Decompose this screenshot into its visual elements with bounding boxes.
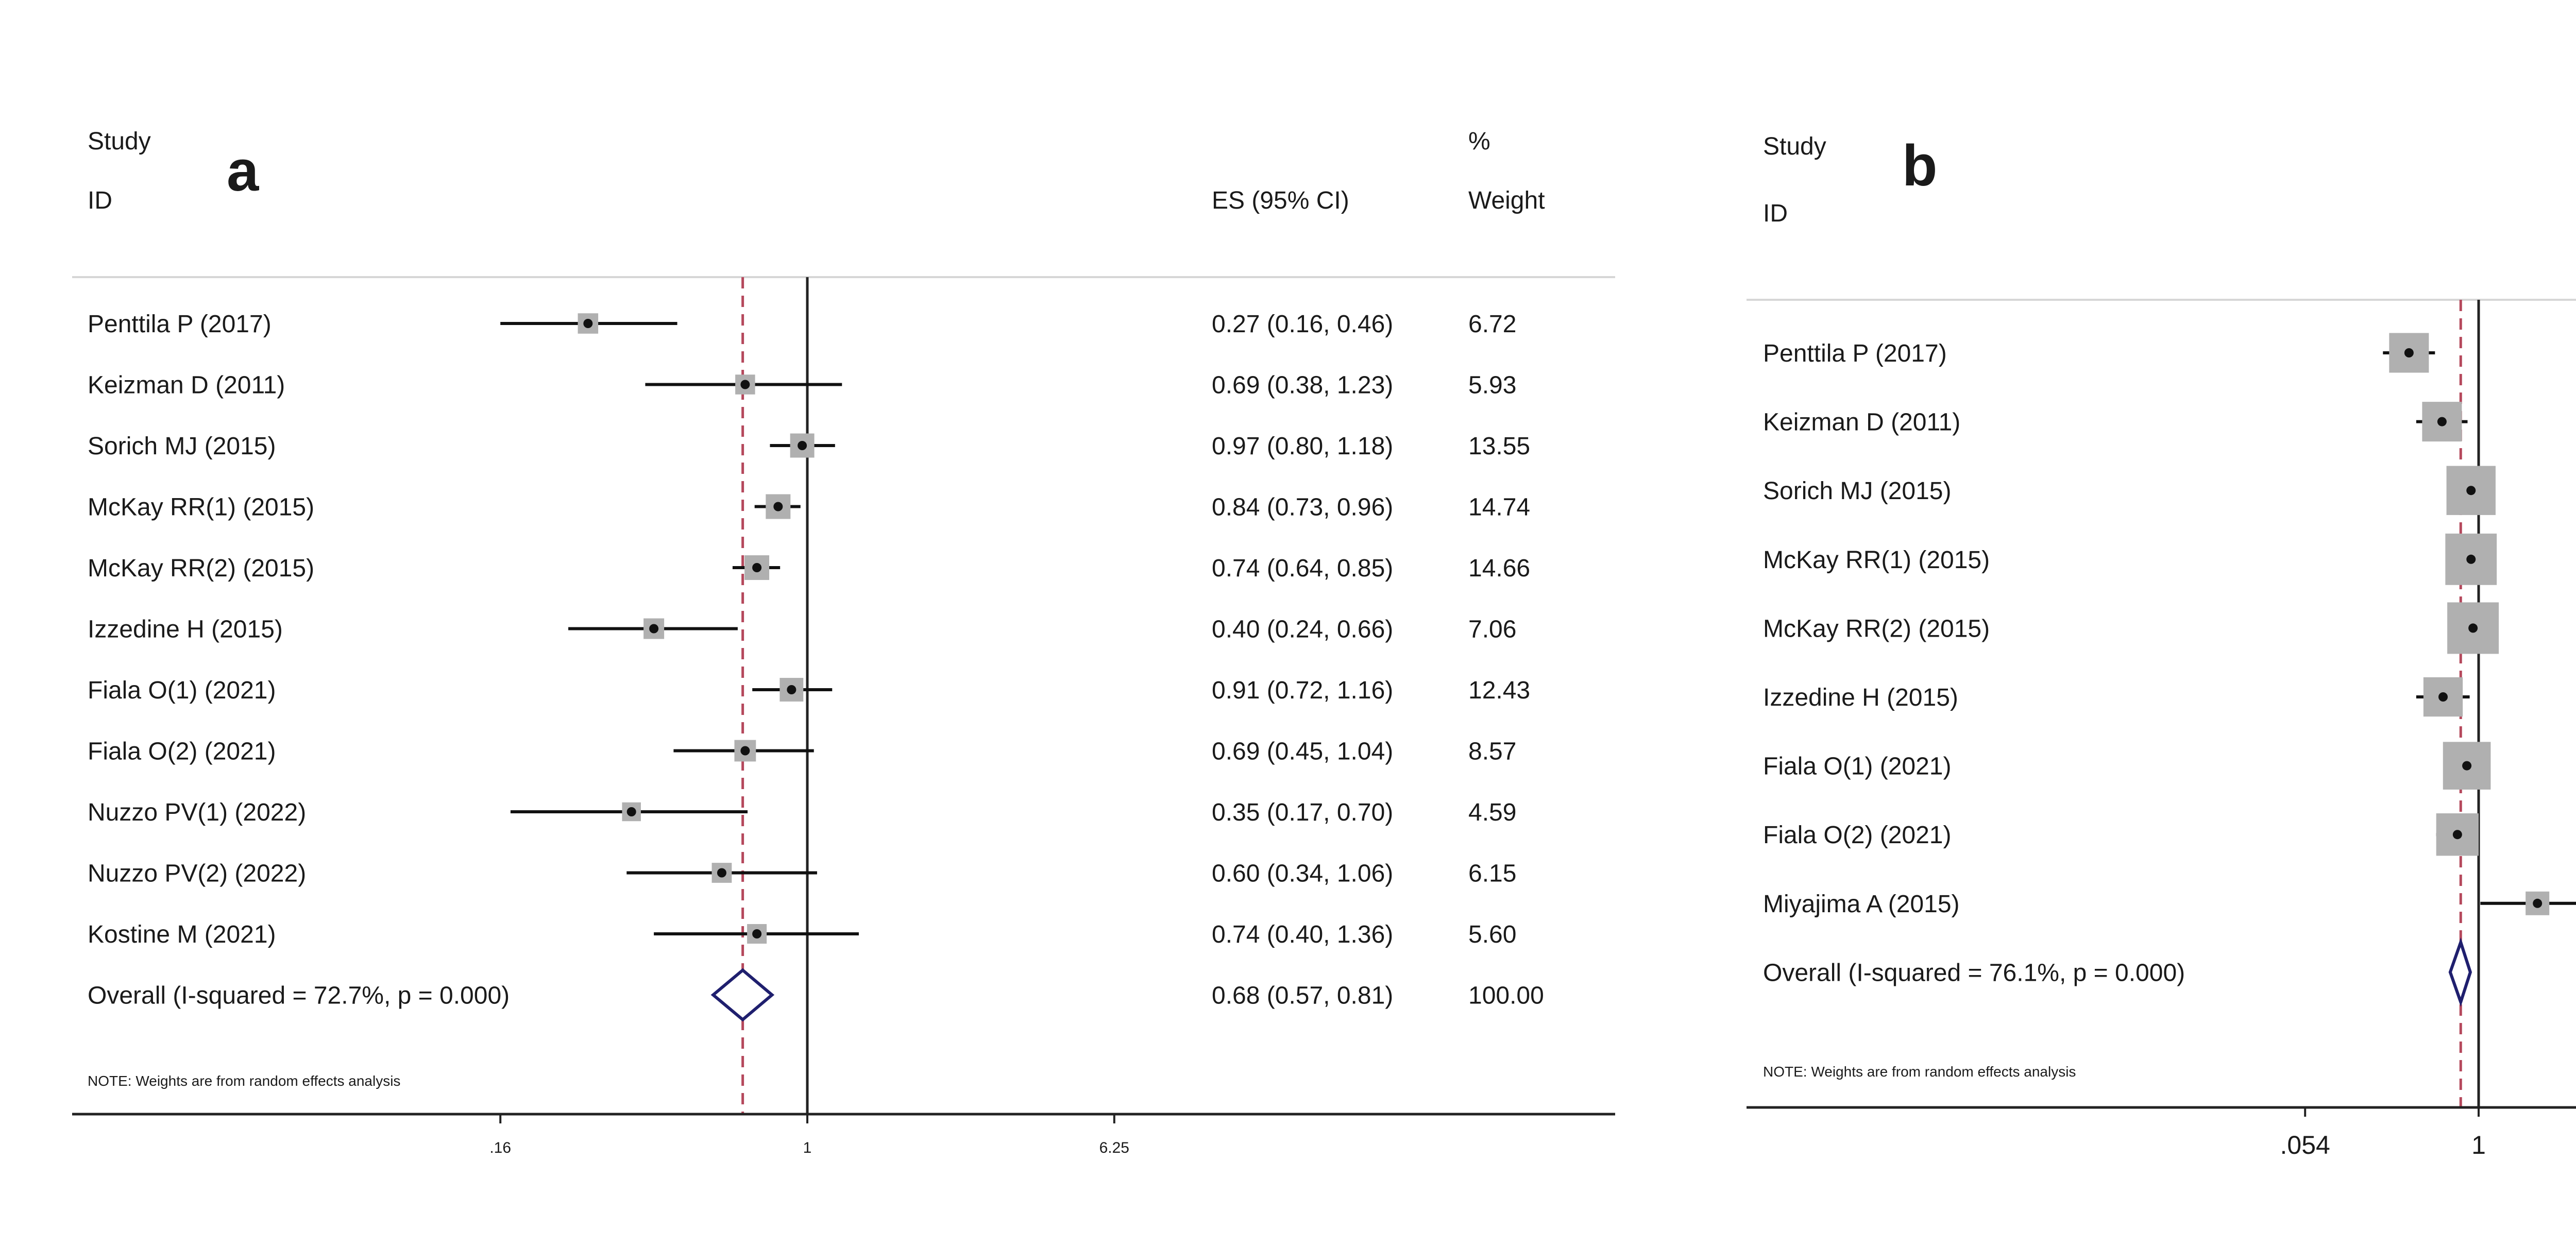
study-point-estimate [787,685,796,694]
study-label: Sorich MJ (2015) [88,433,276,460]
study-point-estimate [717,868,726,878]
study-point-estimate [2437,417,2447,426]
panel-label: a [227,139,259,203]
study-label: Izzedine H (2015) [88,616,283,643]
header-id: ID [1763,200,1788,227]
study-label: Penttila P (2017) [88,311,272,338]
study-point-estimate [740,380,750,389]
study-label: Izzedine H (2015) [1763,684,1958,711]
study-point-estimate [798,441,807,450]
study-es-ci: 0.27 (0.16, 0.46) [1212,311,1394,338]
study-label: Miyajima A (2015) [1763,890,1960,918]
overall-diamond [713,970,772,1020]
study-label: McKay RR(2) (2015) [1763,615,1990,643]
study-weight: 6.72 [1468,311,1517,338]
study-point-estimate [752,929,761,938]
study-label: Fiala O(1) (2021) [88,677,276,704]
study-es-ci: 0.40 (0.24, 0.66) [1212,616,1394,643]
header-study: Study [88,128,151,155]
study-label: Penttila P (2017) [1763,340,1947,367]
study-weight: 12.43 [1468,677,1531,704]
study-es-ci: 0.60 (0.34, 1.06) [1212,860,1394,887]
study-es-ci: 0.74 (0.64, 0.85) [1212,555,1394,582]
study-point-estimate [2466,486,2476,495]
study-weight: 13.55 [1468,433,1531,460]
study-es-ci: 0.91 (0.72, 1.16) [1212,677,1394,704]
study-point-estimate [2468,623,2478,633]
study-point-estimate [649,624,658,634]
study-weight: 7.06 [1468,616,1517,643]
study-label: Nuzzo PV(2) (2022) [88,860,307,887]
study-point-estimate [740,746,750,756]
overall-label: Overall (I-squared = 76.1%, p = 0.000) [1763,959,2185,987]
study-label: McKay RR(2) (2015) [88,555,315,582]
study-point-estimate [2453,830,2462,839]
study-label: Fiala O(1) (2021) [1763,753,1952,780]
study-point-estimate [2533,899,2542,908]
study-es-ci: 0.97 (0.80, 1.18) [1212,433,1394,460]
study-point-estimate [2462,761,2471,771]
study-weight: 5.93 [1468,371,1517,399]
study-label: Nuzzo PV(1) (2022) [88,799,307,826]
study-es-ci: 0.74 (0.40, 1.36) [1212,921,1394,948]
study-label: Fiala O(2) (2021) [1763,822,1952,849]
study-weight: 5.60 [1468,921,1517,948]
study-weight: 4.59 [1468,799,1517,826]
x-tick-label: 6.25 [1099,1139,1129,1156]
study-label: Keizman D (2011) [1763,408,1961,436]
overall-label: Overall (I-squared = 72.7%, p = 0.000) [88,982,510,1010]
overall-weight: 100.00 [1468,982,1544,1010]
study-label: McKay RR(1) (2015) [88,493,315,521]
study-weight: 6.15 [1468,860,1517,887]
study-es-ci: 0.69 (0.45, 1.04) [1212,738,1394,765]
study-point-estimate [2438,692,2448,702]
header-es-ci: ES (95% CI) [1212,187,1349,214]
study-weight: 14.66 [1468,555,1531,582]
weights-note: NOTE: Weights are from random effects analysis [88,1073,401,1089]
study-es-ci: 0.84 (0.73, 0.96) [1212,493,1394,521]
study-point-estimate [2466,555,2476,564]
x-tick-label: .16 [489,1139,512,1156]
study-point-estimate [773,502,783,511]
study-label: McKay RR(1) (2015) [1763,546,1990,574]
x-tick-label: .054 [2280,1131,2330,1159]
overall-es-ci: 0.68 (0.57, 0.81) [1212,982,1394,1010]
x-tick-label: 1 [803,1139,812,1156]
overall-diamond [2450,942,2470,1002]
study-point-estimate [627,807,636,816]
header-weight: Weight [1468,187,1545,214]
study-point-estimate [2404,348,2414,357]
study-label: Sorich MJ (2015) [1763,477,1952,505]
weights-note: NOTE: Weights are from random effects analysis [1763,1064,2076,1080]
header-percent: % [1468,128,1490,155]
x-tick-label: 1 [2471,1131,2486,1159]
study-label: Keizman D (2011) [88,371,285,399]
study-weight: 8.57 [1468,738,1517,765]
study-point-estimate [752,563,761,572]
header-study: Study [1763,133,1826,160]
study-es-ci: 0.69 (0.38, 1.23) [1212,371,1394,399]
study-weight: 14.74 [1468,493,1531,521]
panel-label: b [1902,133,1938,198]
study-label: Fiala O(2) (2021) [88,738,276,765]
study-point-estimate [583,319,592,328]
study-label: Kostine M (2021) [88,921,276,948]
header-id: ID [88,187,112,214]
study-es-ci: 0.35 (0.17, 0.70) [1212,799,1394,826]
